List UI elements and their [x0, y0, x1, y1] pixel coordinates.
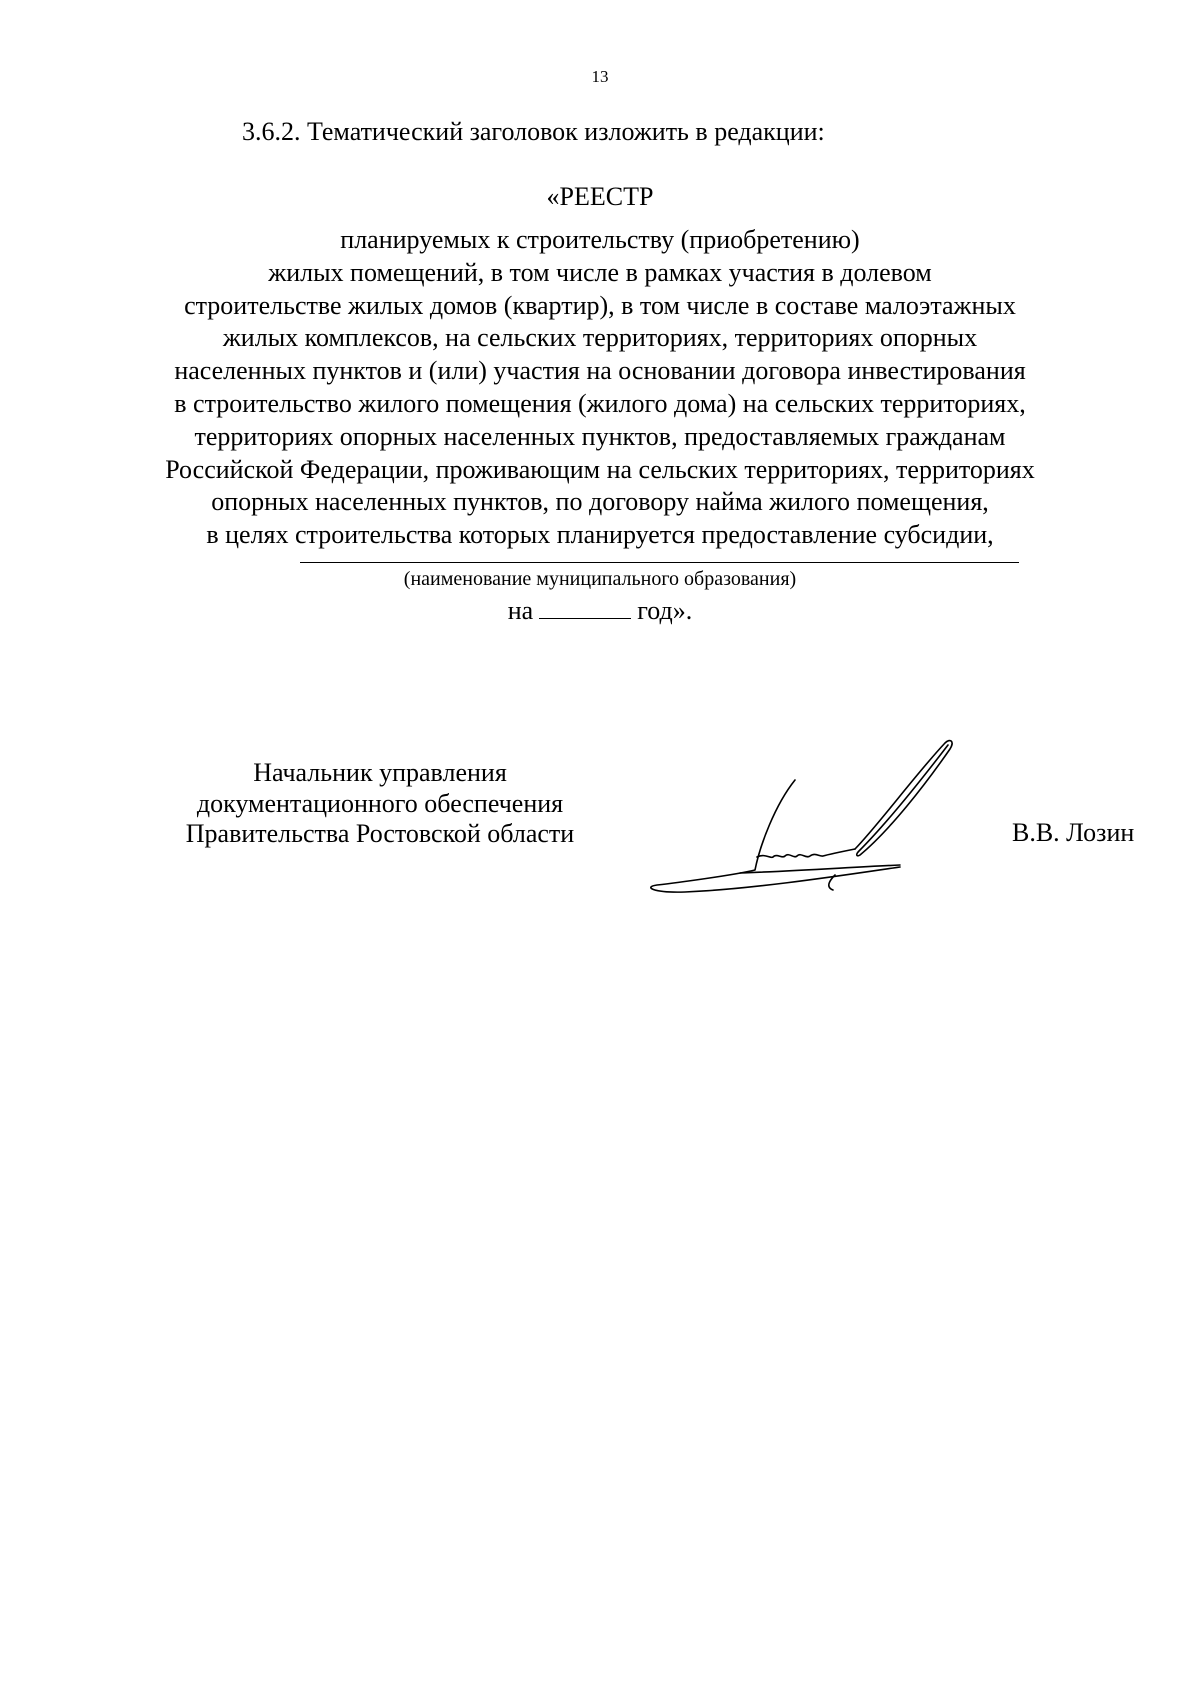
registry-line: Российской Федерации, проживающим на сельских территориях, территориях: [165, 454, 1035, 484]
registry-heading-block: [100, 180, 1100, 552]
registry-line: опорных населенных пунктов, по договору найма жилого помещения,: [211, 487, 989, 517]
year-line: [0, 596, 1200, 626]
section-heading: 3.6.2. Тематический заголовок изложить в редакции:: [242, 117, 825, 146]
signatory-position: [160, 758, 600, 850]
registry-line: территориях опорных населенных пунктов, предоставляемых гражданам: [194, 421, 1006, 451]
signatory-position-line: Правительства Ростовской области: [185, 819, 575, 848]
registry-line: жилых комплексов, на сельских территориях, территориях опорных: [222, 323, 978, 353]
year-prefix: на: [507, 596, 534, 625]
municipality-blank-line: [300, 562, 1019, 563]
registry-title: «РЕЕСТР: [546, 182, 654, 211]
year-suffix: год».: [637, 596, 693, 625]
year-blank-line: [539, 598, 631, 619]
registry-line: жилых помещений, в том числе в рамках участия в долевом: [268, 257, 932, 287]
signatory-position-line: документационного обеспечения: [196, 788, 564, 818]
handwritten-signature: [645, 735, 985, 895]
registry-line: планируемых к строительству (приобретению): [340, 225, 860, 254]
municipality-blank-caption: (наименование муниципального образования): [403, 568, 797, 590]
registry-line: в строительство жилого помещения (жилого дома) на сельских территориях,: [174, 388, 1026, 418]
registry-line: в целях строительства которых планируется предоставление субсидии,: [206, 520, 994, 550]
signatory-position-line: Начальник управления: [253, 758, 507, 787]
signer-name: В.В. Лозин: [1012, 818, 1135, 847]
registry-line: строительстве жилых домов (квартир), в том числе в составе малоэтажных: [184, 290, 1016, 320]
page-number: 13: [591, 67, 609, 86]
registry-line: населенных пунктов и (или) участия на основании договора инвестирования: [174, 356, 1026, 386]
